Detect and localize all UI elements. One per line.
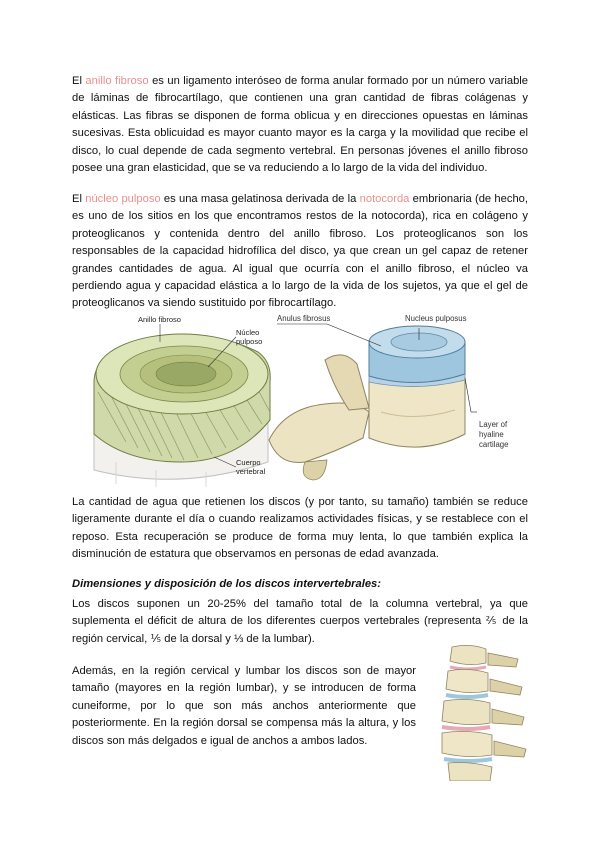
figure-vertebra-disc	[265, 312, 525, 482]
paragraph-dimensiones: Los discos suponen un 20-25% del tamaño total de la columna vertebral, ya que suplementa el déficit de altura de los diferentes cuerpos vertebrales (representa ⅖ de la región cervical, ⅕ de la dorsal y ⅓ de la lumbar).	[72, 598, 528, 645]
paragraph-nucleo-pulposo	[72, 191, 528, 313]
label-cuerpo: Cuerpo	[236, 458, 261, 467]
label-nucleo: Núcleo	[236, 328, 260, 337]
term-notocorda: notocorda	[359, 193, 410, 205]
spine-drawing	[430, 643, 530, 781]
label-cartilage: cartilage	[479, 440, 509, 449]
text: es una masa gelatinosa derivada de la	[160, 193, 360, 205]
label-nucleus-pulposus: Nucleus pulposus	[405, 314, 467, 323]
label-anulus-fibrosus: Anulus fibrosus	[277, 314, 331, 323]
text: El	[72, 75, 86, 87]
label-layer-of: Layer of	[479, 420, 508, 429]
text: El	[72, 193, 86, 205]
paragraph-anillo-fibroso	[72, 73, 528, 177]
section-heading: Dimensiones y disposición de los discos intervertebrales:	[72, 578, 382, 590]
label-hyaline: hyaline	[479, 430, 504, 439]
text: es un ligamento interóseo de forma anular formado por un número variable de láminas de fibrocartílago, que contienen una gran cantidad de fibras colágenas y elásticas. Las fibras se disponen de forma oblicua y en direcciones opuestas en láminas sucesivas. Esta oblicuidad es mayor cuanto mayor es la carga y la movilidad que recibe el disco, lo cual depende de cada segmento vertebral. En personas jóvenes el anillo fibroso posee una gran elasticidad, que se va reduciendo a lo largo de la vida del individuo.	[72, 75, 528, 175]
label-vertebral: vertebral	[236, 467, 266, 476]
figure-disc-illustration	[86, 312, 276, 487]
term-nucleo-pulposo: núcleo pulposo	[85, 193, 161, 205]
figure-spine	[430, 643, 530, 781]
term-anillo-fibroso: anillo fibroso	[85, 75, 149, 87]
label-pulposo: pulposo	[236, 337, 263, 346]
vertebra-drawing	[265, 312, 525, 482]
label-anillo-fibroso: Anillo fibroso	[138, 315, 181, 324]
paragraph-disposicion: Además, en la región cervical y lumbar los discos son de mayor tamaño (mayores en la región lumbar), y se introducen de forma cuneiforme, por lo que son más anchos anteriormente que posteriormente. En la región dorsal se compensa más la altura, y los discos son más delgados e igual de anchos a ambos lados.	[72, 665, 416, 747]
text: embrionaria (de hecho, es uno de los sitios en los que encontramos restos de la notocorda), rica en colágeno y proteoglicanos y contenida dentro del anillo fibroso. Los proteoglicanos son los responsables de la capacidad hidrofílica del disco, ya que crean un gel capaz de retener grandes cantidades de agua. Al igual que ocurría con el anillo fibroso, el núcleo va perdiendo agua y capacidad elástica a lo largo de la vida de los sujetos, ya que el gel de proteoglicanos va siendo sustituido por fibrocartílago.	[72, 193, 528, 310]
paragraph-cantidad-agua: La cantidad de agua que retienen los discos (y por tanto, su tamaño) también se reduce ligeramente durante el día o cuando realizamos actividades físicas, y se restablece con el reposo. Esta recuperación se produce de forma muy lenta, lo que también explica la disminución de estatura que observamos en personas de edad avanzada.	[72, 496, 528, 561]
